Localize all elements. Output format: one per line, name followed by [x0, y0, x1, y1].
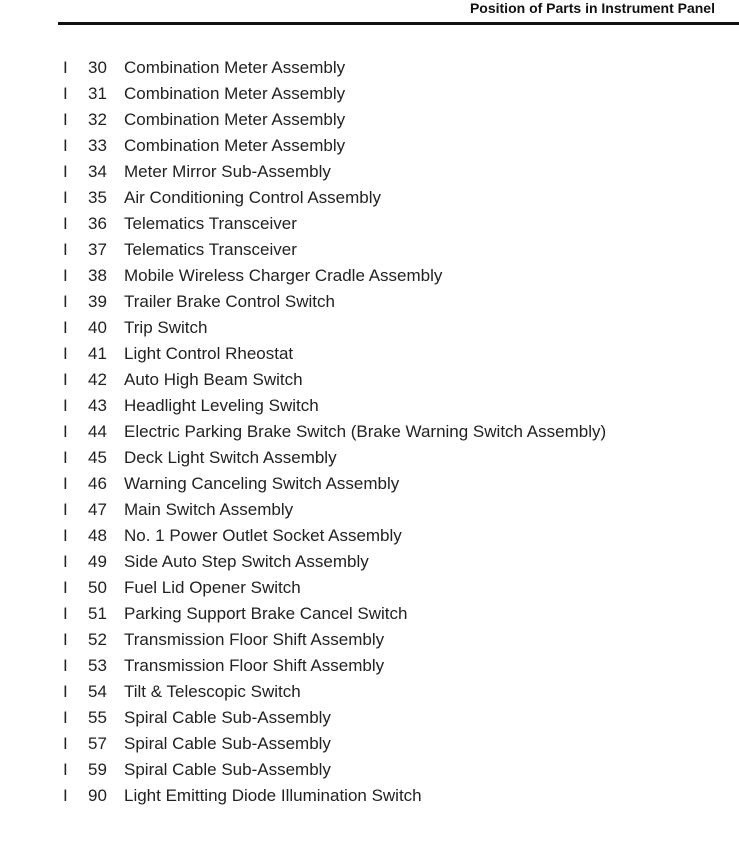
- part-code: I: [63, 292, 68, 311]
- part-name: Headlight Leveling Switch: [124, 396, 319, 415]
- part-name: Combination Meter Assembly: [124, 58, 346, 77]
- part-number: 45: [88, 448, 107, 467]
- part-row: [0, 445, 739, 471]
- part-number: 33: [88, 136, 107, 155]
- part-name: Deck Light Switch Assembly: [124, 448, 337, 467]
- part-code: I: [63, 786, 68, 805]
- part-row: [0, 341, 739, 367]
- part-row: [0, 81, 739, 107]
- part-name: Spiral Cable Sub-Assembly: [124, 760, 331, 779]
- part-code: I: [63, 552, 68, 571]
- part-code: I: [63, 656, 68, 675]
- page-title: Position of Parts in Instrument Panel: [469, 0, 715, 16]
- part-name: Mobile Wireless Charger Cradle Assembly: [124, 266, 443, 285]
- part-code: I: [63, 448, 68, 467]
- part-name: Light Control Rheostat: [124, 344, 294, 363]
- part-number: 50: [88, 578, 107, 597]
- part-number: 32: [88, 110, 107, 129]
- part-code: I: [63, 604, 68, 623]
- part-name: Telematics Transceiver: [124, 214, 297, 233]
- part-number: 36: [88, 214, 107, 233]
- part-code: I: [63, 266, 68, 285]
- part-number: 47: [88, 500, 107, 519]
- part-code: I: [63, 84, 68, 103]
- part-number: 42: [88, 370, 107, 389]
- part-code: I: [63, 110, 68, 129]
- part-name: Trailer Brake Control Switch: [124, 292, 335, 311]
- part-name: Transmission Floor Shift Assembly: [124, 656, 385, 675]
- page-header: [58, 0, 739, 25]
- part-number: 38: [88, 266, 107, 285]
- part-number: 41: [88, 344, 107, 363]
- part-row: [0, 549, 739, 575]
- part-code: I: [63, 682, 68, 701]
- part-name: Telematics Transceiver: [124, 240, 297, 259]
- part-row: [0, 315, 739, 341]
- part-code: I: [63, 500, 68, 519]
- part-number: 53: [88, 656, 107, 675]
- part-name: Trip Switch: [124, 318, 208, 337]
- part-row: [0, 653, 739, 679]
- part-code: I: [63, 630, 68, 649]
- part-row: [0, 783, 739, 809]
- part-code: I: [63, 578, 68, 597]
- part-row: [0, 367, 739, 393]
- part-name: Warning Canceling Switch Assembly: [124, 474, 400, 493]
- part-number: 55: [88, 708, 107, 727]
- part-row: [0, 471, 739, 497]
- part-row: [0, 523, 739, 549]
- part-code: I: [63, 474, 68, 493]
- part-number: 52: [88, 630, 107, 649]
- part-code: I: [63, 214, 68, 233]
- part-row: [0, 107, 739, 133]
- part-row: [0, 627, 739, 653]
- part-row: [0, 55, 739, 81]
- part-name: Spiral Cable Sub-Assembly: [124, 734, 331, 753]
- part-row: [0, 263, 739, 289]
- parts-list: [0, 55, 739, 809]
- part-name: Fuel Lid Opener Switch: [124, 578, 301, 597]
- part-row: [0, 133, 739, 159]
- part-number: 37: [88, 240, 107, 259]
- part-name: Light Emitting Diode Illumination Switch: [124, 786, 422, 805]
- part-code: I: [63, 396, 68, 415]
- part-name: Electric Parking Brake Switch (Brake Warning Switch Assembly): [124, 422, 607, 441]
- part-code: I: [63, 422, 68, 441]
- part-row: [0, 601, 739, 627]
- part-number: 34: [88, 162, 107, 181]
- part-name: Combination Meter Assembly: [124, 84, 346, 103]
- part-number: 51: [88, 604, 107, 623]
- part-code: I: [63, 188, 68, 207]
- part-number: 30: [88, 58, 107, 77]
- part-number: 57: [88, 734, 107, 753]
- part-row: [0, 211, 739, 237]
- part-row: [0, 497, 739, 523]
- part-name: Combination Meter Assembly: [124, 110, 346, 129]
- part-number: 48: [88, 526, 107, 545]
- part-code: I: [63, 526, 68, 545]
- part-number: 43: [88, 396, 107, 415]
- part-number: 49: [88, 552, 107, 571]
- part-row: [0, 679, 739, 705]
- part-code: I: [63, 344, 68, 363]
- part-name: Tilt & Telescopic Switch: [124, 682, 301, 701]
- part-number: 35: [88, 188, 107, 207]
- part-number: 40: [88, 318, 107, 337]
- part-name: Auto High Beam Switch: [124, 370, 303, 389]
- part-name: No. 1 Power Outlet Socket Assembly: [124, 526, 402, 545]
- part-code: I: [63, 734, 68, 753]
- part-code: I: [63, 58, 68, 77]
- part-row: [0, 705, 739, 731]
- part-number: 54: [88, 682, 107, 701]
- part-number: 39: [88, 292, 107, 311]
- part-row: [0, 185, 739, 211]
- part-row: [0, 419, 739, 445]
- part-row: [0, 159, 739, 185]
- part-name: Spiral Cable Sub-Assembly: [124, 708, 331, 727]
- part-row: [0, 731, 739, 757]
- part-name: Side Auto Step Switch Assembly: [124, 552, 369, 571]
- part-number: 46: [88, 474, 107, 493]
- part-code: I: [63, 370, 68, 389]
- part-row: [0, 237, 739, 263]
- part-code: I: [63, 162, 68, 181]
- part-number: 31: [88, 84, 107, 103]
- part-number: 90: [88, 786, 107, 805]
- part-name: Combination Meter Assembly: [124, 136, 346, 155]
- part-number: 59: [88, 760, 107, 779]
- part-code: I: [63, 318, 68, 337]
- part-code: I: [63, 760, 68, 779]
- part-code: I: [63, 136, 68, 155]
- part-row: [0, 575, 739, 601]
- part-name: Transmission Floor Shift Assembly: [124, 630, 385, 649]
- part-row: [0, 757, 739, 783]
- part-code: I: [63, 240, 68, 259]
- part-number: 44: [88, 422, 107, 441]
- part-name: Air Conditioning Control Assembly: [124, 188, 382, 207]
- part-code: I: [63, 708, 68, 727]
- part-row: [0, 393, 739, 419]
- part-name: Parking Support Brake Cancel Switch: [124, 604, 408, 623]
- part-name: Meter Mirror Sub-Assembly: [124, 162, 331, 181]
- part-row: [0, 289, 739, 315]
- part-name: Main Switch Assembly: [124, 500, 294, 519]
